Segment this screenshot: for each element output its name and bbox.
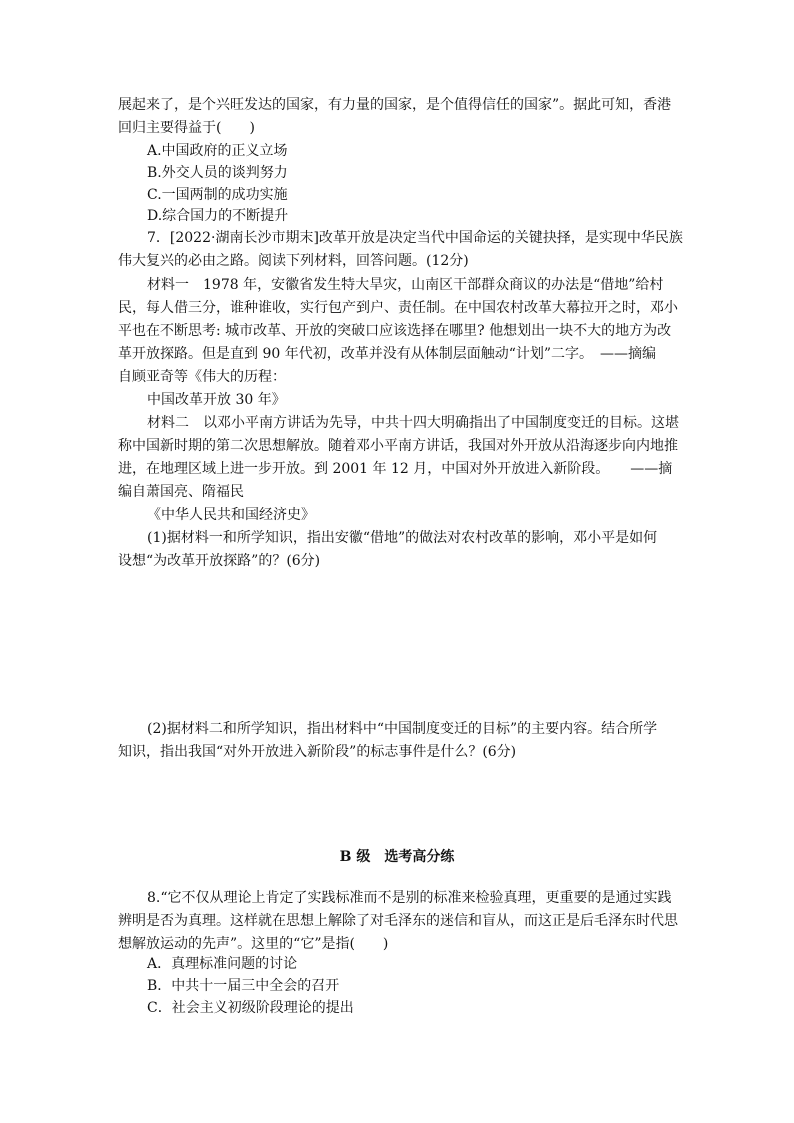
- q6-option-d: D.综合国力的不断提升: [147, 208, 289, 224]
- q7-material2-line-3: 进，在地理区域上进一步开放。到 2001 年 12 月，中国对外开放进入新阶段。 ——摘: [118, 461, 673, 477]
- q6-stem-line-1: 展起来了，是个兴旺发达的国家，有力量的国家，是个值得信任的国家”。据此可知，香港: [118, 97, 672, 113]
- q7-material2-source-line-2: 《中华人民共和国经济史》: [147, 507, 315, 523]
- q7-material1-source-line-1: 自顾亚奇等《伟大的历程：: [118, 369, 286, 385]
- q7-material1-line-2: 民，每人借三分，谁种谁收，实行包产到户、责任制。在中国农村改革大幕拉开之时，邓小: [118, 300, 678, 316]
- q7-material2-line-2: 称中国新时期的第二次思想解放。随着邓小平南方讲话，我国对外开放从沿海逐步向内地推: [118, 438, 678, 454]
- q7-sub1-line-2: 设想“为改革开放探路”的？(6分): [118, 553, 321, 569]
- q7-material2-source-line-1: 编自萧国亮、隋福民: [118, 484, 244, 500]
- q7-sub2-line-2: 知识，指出我国“对外开放进入新阶段”的标志事件是什么？(6分): [118, 744, 517, 760]
- q8-option-b: B．中共十一届三中全会的召开: [147, 978, 340, 994]
- q7-sub1-line-1: (1)据材料一和所学知识，指出安徽“借地”的做法对农村改革的影响，邓小平是如何: [147, 530, 658, 546]
- q7-material1-source-line-2: 中国改革开放 30 年》: [147, 392, 286, 408]
- q7-material1-line-1: 材料一 1978 年，安徽省发生特大旱灾，山南区干部群众商议的办法是“借地”给村: [147, 277, 664, 293]
- q6-option-c: C.一国两制的成功实施: [147, 187, 288, 203]
- q6-option-b: B.外交人员的谈判努力: [147, 165, 288, 181]
- q7-sub2-line-1: (2)据材料二和所学知识，指出材料中“中国制度变迁的目标”的主要内容。结合所学: [147, 721, 658, 737]
- q7-material1-line-3: 平也在不断思考: 城市改革、开放的突破口应该选择在哪里? 他想划出一块不大的地方为改: [118, 323, 672, 339]
- q6-option-a: A.中国政府的正义立场: [147, 143, 288, 159]
- q8-stem-line-1: 8.“它不仅从理论上肯定了实践标准而不是别的标准来检验真理，更重要的是通过实践: [147, 890, 672, 906]
- q7-material2-line-1: 材料二 以邓小平南方讲话为先导，中共十四大明确指出了中国制度变迁的目标。这堪: [147, 415, 679, 431]
- q7-material1-line-4: 革开放探路。但是直到 90 年代初，改革并没有从体制层面触动“计划”二字。 ——摘编: [118, 346, 657, 362]
- q8-option-c: C．社会主义初级阶段理论的提出: [147, 1000, 354, 1016]
- q6-stem-line-2: 回归主要得益于( ): [118, 120, 255, 136]
- q8-option-a: A．真理标准问题的讨论: [147, 956, 298, 972]
- q8-stem-line-3: 想解放运动的先声”。这里的“它”是指( ): [118, 936, 389, 952]
- q7-stem-line-2: 伟大复兴的必由之路。阅读下列材料，回答问题。(12分): [118, 253, 469, 269]
- q7-stem-line-1: 7．[2022·湖南长沙市期末]改革开放是决定当代中国命运的关键抉择，是实现中华民族: [147, 230, 683, 246]
- q8-stem-line-2: 辨明是否为真理。这样就在思想上解除了对毛泽东的迷信和盲从，而这正是后毛泽东时代思: [118, 913, 678, 929]
- section-b-heading: B 级 选考高分练: [339, 849, 455, 865]
